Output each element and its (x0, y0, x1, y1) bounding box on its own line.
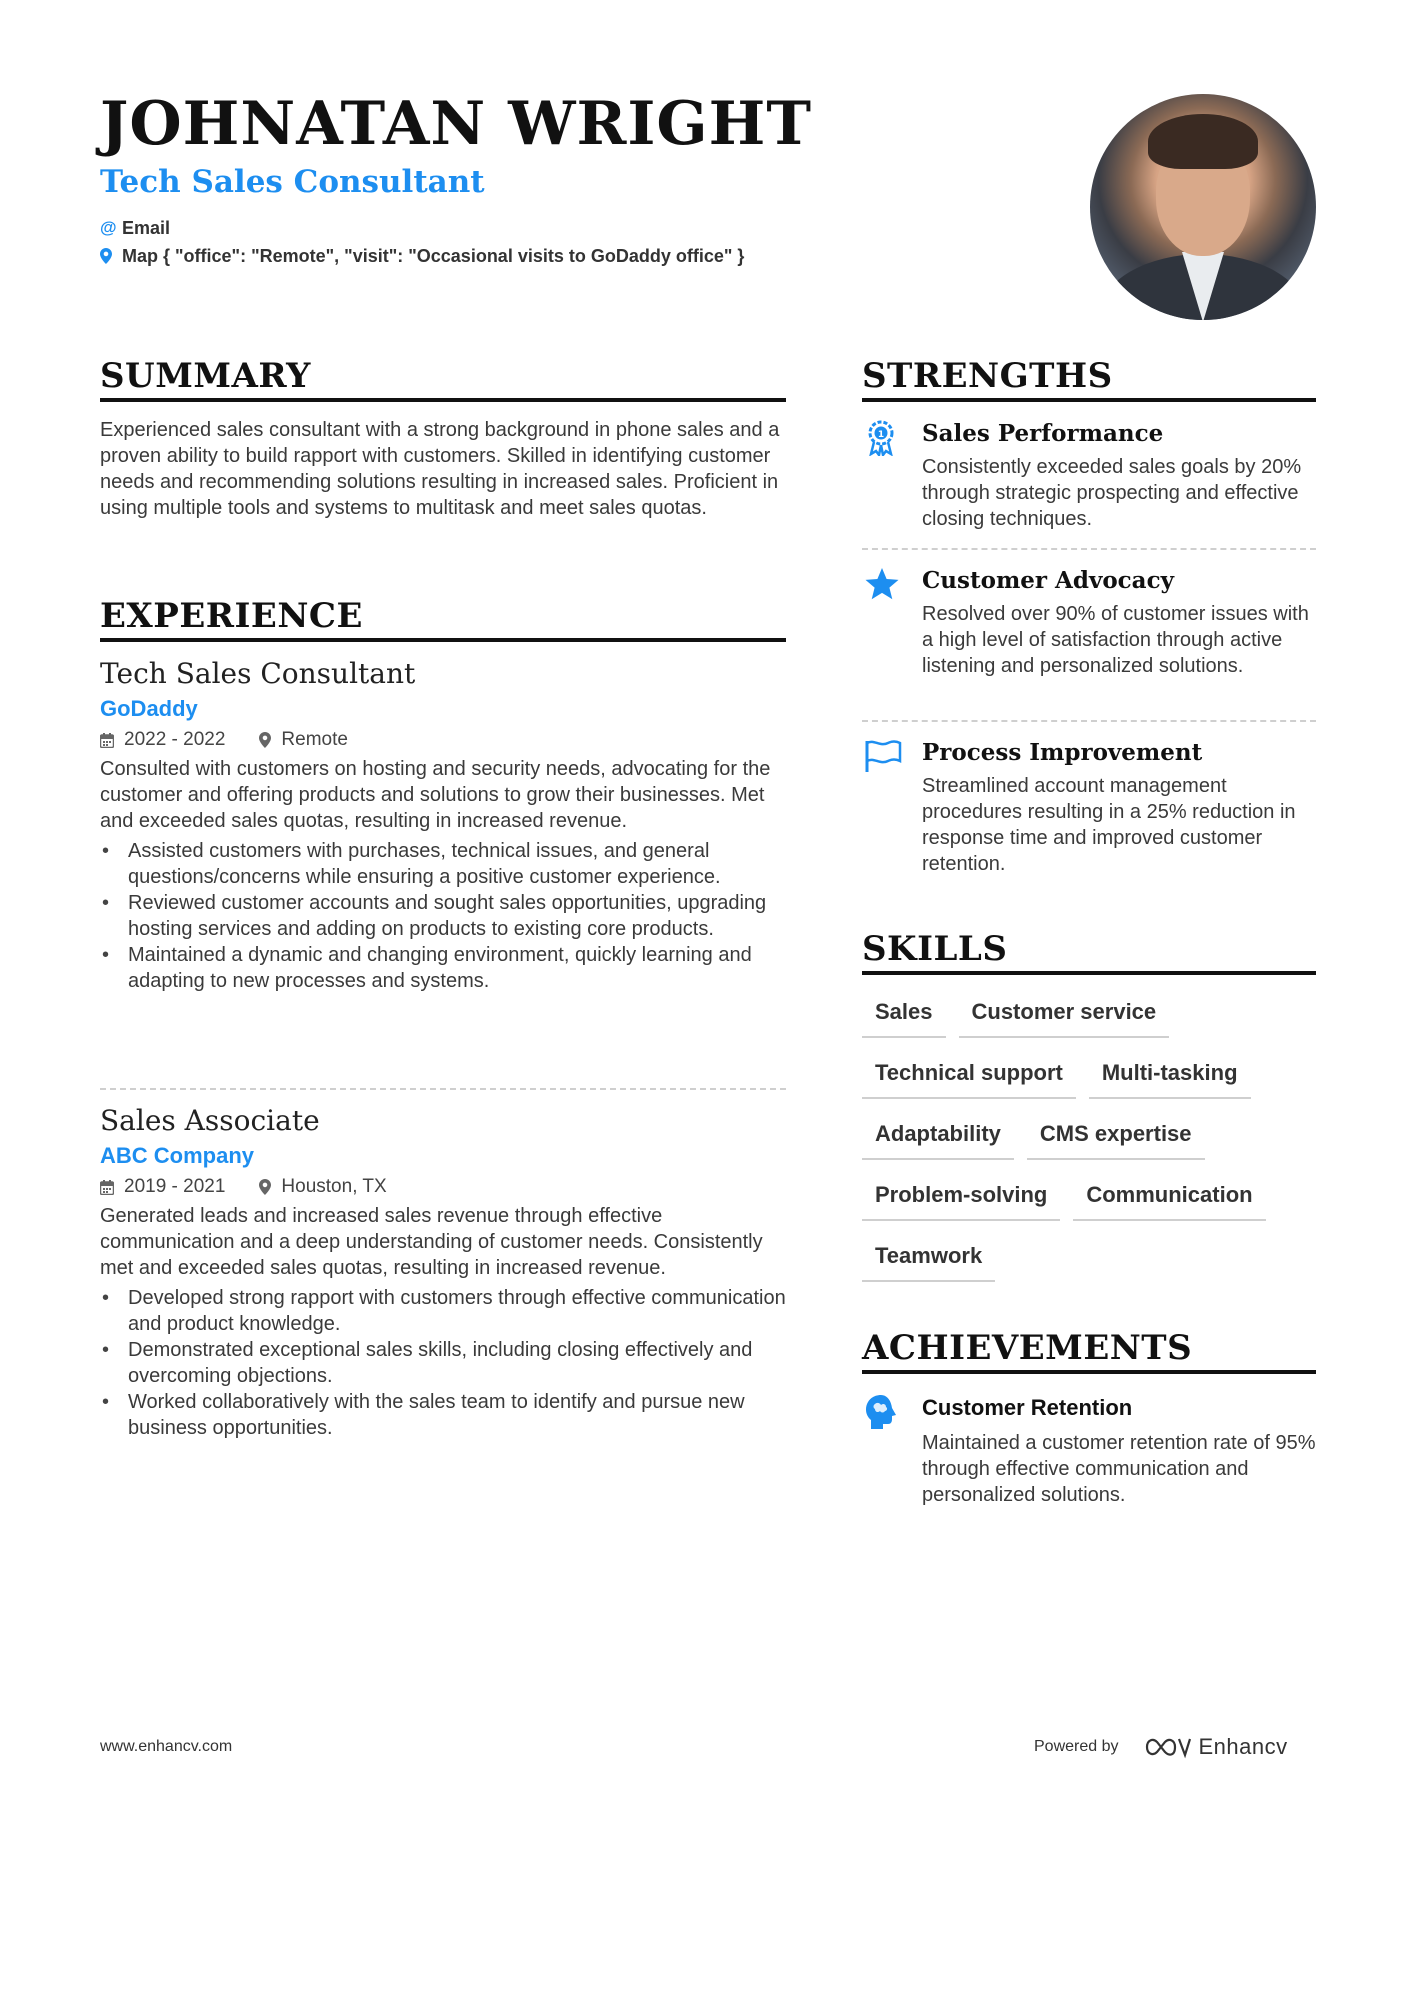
map-pin-icon (259, 1179, 271, 1195)
company-name[interactable]: GoDaddy (100, 696, 198, 721)
list-item: • Developed strong rapport with customers through effective communication and product knowledge. (128, 1285, 786, 1337)
svg-text:1: 1 (877, 430, 885, 440)
job-dates: 2019 - 2021 (124, 1176, 226, 1197)
brand-name: Enhancv (1198, 1734, 1288, 1759)
job-meta (100, 1173, 786, 1201)
skill-tag: Problem-solving (862, 1175, 1060, 1221)
location-row (100, 242, 1000, 270)
skill-tag: CMS expertise (1027, 1114, 1205, 1160)
strengths-heading: STRENGTHS (862, 356, 1316, 402)
flag-icon (864, 739, 898, 773)
calendar-icon (100, 733, 114, 748)
job-description: Generated leads and increased sales revenue through effective communication and a deep understanding of customer needs. Consistently met and exceeded sales quotas, resulting in increased revenue. (100, 1205, 763, 1279)
job-location: Remote (281, 729, 348, 750)
skill-tag: Adaptability (862, 1114, 1014, 1160)
calendar-icon (100, 1180, 114, 1195)
skills-list (862, 992, 1316, 1297)
footer-branding (1034, 1734, 1288, 1760)
strength-title: Process Improvement (922, 739, 1203, 766)
list-item: • Reviewed customer accounts and sought sales opportunities, upgrading hosting services and adding on products to existing core products. (128, 890, 786, 942)
job-title: Sales Associate (100, 1104, 320, 1137)
list-item: • Worked collaboratively with the sales team to identify and pursue new business opportunities. (128, 1389, 786, 1441)
award-ribbon-icon (864, 420, 898, 454)
divider (100, 1088, 786, 1090)
strength-item (862, 418, 1316, 548)
job-dates: 2022 - 2022 (124, 729, 226, 750)
list-item: • Demonstrated exceptional sales skills, including closing effectively and overcoming objections. (128, 1337, 786, 1389)
job-description: Consulted with customers on hosting and security needs, advocating for the customer and offering products and solutions to grow their businesses. Met and exceeded sales quotas, resulting in increased revenue. (100, 758, 771, 832)
job-bullets (100, 838, 786, 994)
skill-tag: Teamwork (862, 1236, 995, 1282)
list-item: • Assisted customers with purchases, technical issues, and general questions/concerns while ensuring a positive customer experience. (128, 838, 786, 890)
achievements-heading: ACHIEVEMENTS (862, 1328, 1316, 1374)
experience-heading: EXPERIENCE (100, 596, 786, 642)
candidate-name: JOHNATAN WRIGHT (100, 89, 813, 159)
summary-text: Experienced sales consultant with a strong background in phone sales and a proven ability to build rapport with customers. Skilled in identifying customer needs and recommending solutions resulting in increased sales. Proficient in using multiple tools and systems to multitask and meet sales quotas. (100, 419, 780, 519)
strength-description: Resolved over 90% of customer issues with a high level of satisfaction through active listening and personalized solutions. (922, 603, 1309, 677)
achievement-description: Maintained a customer retention rate of 95% through effective communication and personalized solutions. (922, 1432, 1316, 1506)
contact-info (100, 214, 1000, 270)
resume-header (100, 88, 1000, 270)
strength-title: Sales Performance (922, 420, 1164, 447)
powered-by-label: Powered by (1034, 1738, 1119, 1755)
footer-website[interactable]: www.enhancv.com (100, 1738, 233, 1755)
profile-photo (1090, 94, 1316, 320)
experience-entry (100, 656, 786, 994)
email-label[interactable]: Email (122, 217, 171, 238)
candidate-title: Tech Sales Consultant (100, 164, 485, 200)
job-meta (100, 726, 786, 754)
company-name[interactable]: ABC Company (100, 1143, 255, 1168)
job-title: Tech Sales Consultant (100, 657, 416, 690)
at-sign-icon: @ (100, 218, 117, 237)
strength-title: Customer Advocacy (922, 567, 1174, 594)
email-row[interactable] (100, 214, 1000, 242)
strength-description: Consistently exceeded sales goals by 20% through strategic prospecting and effective closing techniques. (922, 456, 1302, 530)
achievement-title: Customer Retention (922, 1395, 1133, 1420)
strength-item (862, 565, 1316, 720)
divider (862, 548, 1316, 550)
skill-tag: Technical support (862, 1053, 1076, 1099)
location-label: Map { "office": "Remote", "visit": "Occasional visits to GoDaddy office" } (122, 245, 745, 266)
star-icon (864, 567, 898, 601)
job-location: Houston, TX (281, 1176, 387, 1197)
experience-entry (100, 1103, 786, 1441)
list-item: • Maintained a dynamic and changing environment, quickly learning and adapting to new processes and systems. (128, 942, 786, 994)
map-pin-icon (259, 732, 271, 748)
summary-heading: SUMMARY (100, 356, 786, 402)
skill-tag: Customer service (959, 992, 1170, 1038)
skills-heading: SKILLS (862, 929, 1316, 975)
strength-description: Streamlined account management procedures resulting in a 25% reduction in response time and improved customer retention. (922, 775, 1296, 875)
divider (862, 720, 1316, 722)
head-brain-icon (864, 1394, 898, 1428)
enhancv-logo-icon[interactable] (1145, 1735, 1191, 1759)
strength-item (862, 737, 1316, 877)
skill-tag: Sales (862, 992, 946, 1038)
map-pin-icon (100, 248, 122, 264)
job-bullets (100, 1285, 786, 1441)
skill-tag: Multi-tasking (1089, 1053, 1251, 1099)
skill-tag: Communication (1073, 1175, 1265, 1221)
